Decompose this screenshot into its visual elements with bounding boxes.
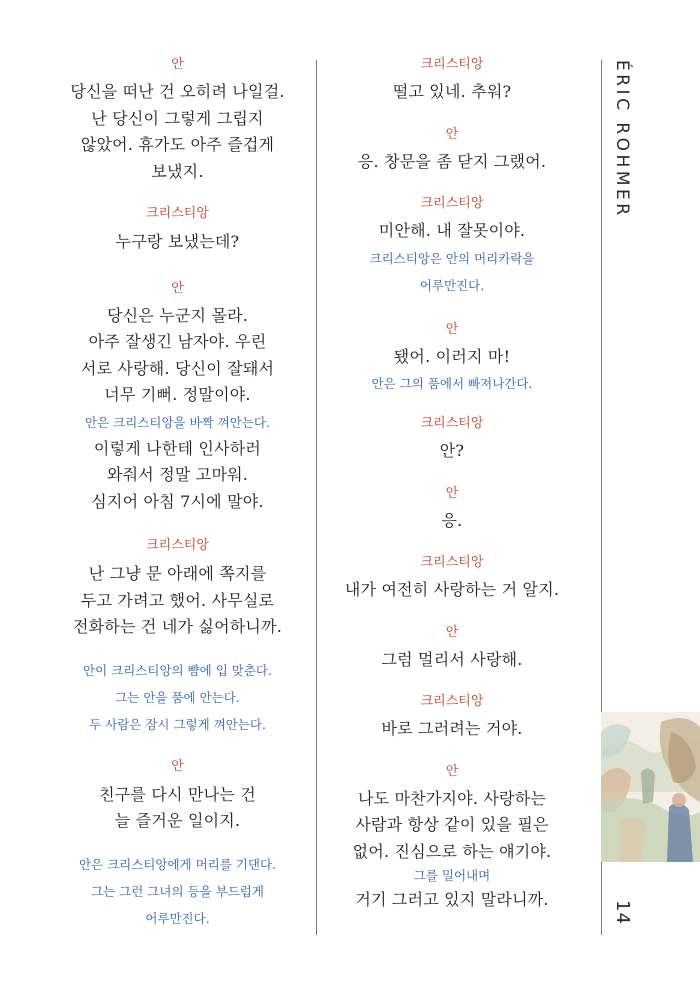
stage-direction: 안은 크리스티앙을 바짝 껴안는다. bbox=[85, 414, 270, 430]
dialogue-line: 거기 그러고 있지 말라니까. bbox=[355, 890, 549, 909]
dialogue-line: 안? bbox=[439, 441, 465, 460]
dialogue-line: 두고 가려고 했어. 사무실로 bbox=[80, 590, 275, 610]
dialogue-line: 내가 여전히 사랑하는 거 알지. bbox=[344, 580, 560, 599]
dialogue-line: 그럼 멀리서 사랑해. bbox=[381, 649, 523, 669]
stage-direction: 안은 크리스티앙에게 머리를 기댄다. bbox=[78, 856, 277, 872]
page-number: 14 bbox=[612, 900, 633, 925]
dialogue-block bbox=[322, 577, 582, 604]
speaker-label: 크리스티앙 bbox=[146, 206, 209, 221]
speaker-label: 크리스티앙 bbox=[420, 196, 484, 211]
running-title: ÉRIC ROHMER bbox=[612, 60, 632, 219]
dialogue-line: 응. 창문을 좀 닫지 그랬어. bbox=[357, 151, 547, 171]
dialogue-block bbox=[322, 716, 582, 743]
dialogue-line: 전화하는 건 네가 싫어하니까. bbox=[72, 617, 283, 636]
speaker-label: 안 bbox=[171, 57, 184, 72]
dialogue-block bbox=[40, 229, 315, 256]
dialogue-block bbox=[322, 887, 582, 914]
watercolor-illustration bbox=[601, 712, 700, 862]
speaker-label: 안 bbox=[445, 321, 459, 337]
dialogue-line: 와줘서 정말 고마워. bbox=[106, 465, 249, 484]
dialogue-line: 응. bbox=[441, 510, 463, 530]
stage-direction: 안은 그의 품에서 빠져나간다. bbox=[371, 376, 533, 391]
dialogue-line: 늘 즐거운 일이지. bbox=[114, 811, 241, 830]
stage-direction: 어루만진다. bbox=[145, 910, 210, 926]
speaker-label: 크리스티앙 bbox=[420, 555, 484, 570]
speaker-label: 크리스티앙 bbox=[420, 57, 484, 72]
dialogue-block bbox=[322, 438, 582, 465]
dialogue-line: 당신을 떠난 건 오히려 나일걸. bbox=[70, 82, 285, 101]
dialogue-block bbox=[40, 782, 315, 835]
dialogue-line: 아주 잘생긴 남자야. 우린 bbox=[88, 332, 267, 351]
speaker-label: 안 bbox=[445, 126, 459, 142]
speaker-label: 안 bbox=[445, 485, 459, 501]
stage-direction: 어루만진다. bbox=[419, 277, 485, 293]
dialogue-block bbox=[322, 647, 582, 674]
dialogue-line: 이렇게 나한테 인사하러 bbox=[93, 438, 262, 458]
dialogue-line: 친구를 다시 만나는 건 bbox=[99, 784, 256, 804]
dialogue-block bbox=[322, 344, 582, 371]
dialogue-line: 서로 사랑해. 당신이 잘돼서 bbox=[80, 358, 275, 378]
dialogue-line: 없어. 진심으로 하는 얘기야. bbox=[352, 841, 552, 861]
stage-direction: 그는 그런 그녀의 등을 부드럽게 bbox=[91, 883, 264, 899]
dialogue-line: 미안해. 내 잘못이야. bbox=[378, 221, 526, 240]
right-column bbox=[322, 56, 582, 914]
stage-direction-block bbox=[40, 851, 315, 932]
dialogue-line: 누구랑 보냈는데? bbox=[115, 232, 240, 251]
dialogue-line: 심지어 아침 7시에 말야. bbox=[91, 491, 264, 511]
dialogue-block bbox=[322, 786, 582, 866]
dialogue-line: 난 당신이 그렇게 그립지 bbox=[91, 108, 264, 128]
stage-direction: 안이 크리스티앙의 뺨에 입 맞춘다. bbox=[83, 662, 272, 678]
speaker-label: 안 bbox=[445, 763, 459, 779]
speaker-label: 안 bbox=[171, 758, 184, 774]
speaker-label: 안 bbox=[445, 624, 459, 640]
dialogue-block bbox=[322, 508, 582, 535]
dialogue-block bbox=[322, 79, 582, 106]
dialogue-line: 보냈지. bbox=[151, 161, 204, 181]
speaker-label: 크리스티앙 bbox=[420, 694, 484, 709]
speaker-label: 크리스티앙 bbox=[420, 416, 484, 431]
speaker-label: 크리스티앙 bbox=[146, 538, 209, 553]
stage-direction: 크리스티앙은 안의 머리카락을 bbox=[369, 250, 535, 266]
dialogue-line: 됐어. 이러지 마! bbox=[393, 346, 511, 366]
dialogue-line: 바로 그러려는 거야. bbox=[381, 719, 523, 738]
dialogue-block bbox=[322, 218, 582, 245]
dialogue-line: 사람과 항상 같이 있을 필은 bbox=[355, 815, 549, 834]
dialogue-line: 나도 마찬가지야. 사랑하는 bbox=[357, 788, 547, 808]
stage-direction-block bbox=[40, 657, 315, 738]
column-divider bbox=[316, 60, 317, 935]
left-column bbox=[40, 56, 315, 932]
dialogue-line: 않았어. 휴가도 아주 즐겁게 bbox=[80, 135, 275, 154]
dialogue-line: 당신은 누군지 몰라. bbox=[106, 305, 249, 325]
dialogue-block bbox=[40, 303, 315, 409]
dialogue-line: 떨고 있네. 추워? bbox=[392, 82, 512, 101]
dialogue-line: 너무 기뻐. 정말이야. bbox=[104, 385, 251, 404]
dialogue-block bbox=[40, 561, 315, 641]
speaker-label: 안 bbox=[171, 280, 184, 296]
dialogue-line: 난 그냥 문 아래에 쪽지를 bbox=[88, 564, 267, 583]
dialogue-block bbox=[40, 79, 315, 185]
stage-direction: 두 사람은 잠시 그렇게 껴안는다. bbox=[89, 716, 266, 732]
stage-direction: 그는 안을 품에 안는다. bbox=[115, 689, 240, 705]
dialogue-block bbox=[40, 436, 315, 516]
stage-direction: 그를 밀어내며 bbox=[413, 868, 491, 883]
dialogue-block bbox=[322, 149, 582, 176]
illustration-image bbox=[601, 712, 700, 862]
